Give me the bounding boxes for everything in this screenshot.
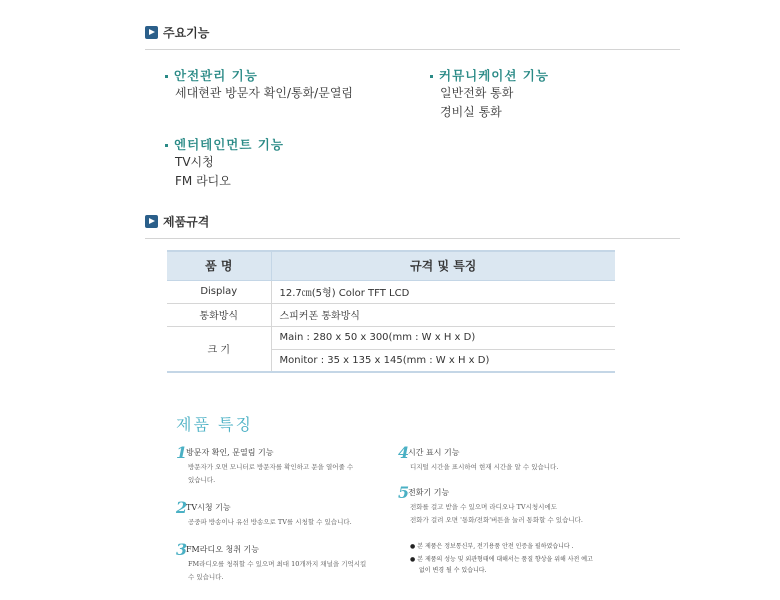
feature-number: 5 (398, 483, 410, 502)
spec-value: 12.7㎝(5형) Color TFT LCD (271, 280, 615, 303)
feature-desc: 디지털 시간을 표시하여 현재 시간을 알 수 있습니다. (410, 463, 559, 471)
table-row (167, 326, 615, 349)
feature-desc: 수 있습니다. (188, 573, 224, 581)
table-row (167, 303, 615, 326)
feature-communication (430, 66, 549, 122)
feature-number: 3 (176, 540, 188, 559)
spec-name: 크 기 (167, 326, 271, 372)
bullet-icon: ● (410, 556, 416, 563)
bullet-icon (430, 75, 433, 78)
note-text: 본 제품은 정보통신부, 전기용품 안전 인증을 필하였습니다 . (417, 543, 574, 550)
feature-safety (165, 66, 353, 103)
feature-number: 4 (398, 443, 410, 462)
spec-name: Display (167, 280, 271, 303)
note-item (410, 554, 593, 576)
bullet-icon (165, 144, 168, 147)
bullet-icon (165, 75, 168, 78)
feature-desc: FM라디오를 청취할 수 있으며 최대 10개까지 채널을 기억시킬 (188, 560, 367, 568)
feature-line: 일반전화 통화 (440, 86, 514, 100)
section-header-main-functions (145, 24, 680, 50)
feature-title: 커뮤니케이션 기능 (439, 68, 549, 83)
section-header-specs (145, 213, 680, 239)
section-title: 주요기능 (163, 26, 210, 40)
note-text: 없이 변경 될 수 있습니다. (419, 567, 487, 574)
table-row (167, 280, 615, 303)
arrow-right-icon (145, 26, 158, 39)
feature-line: TV시청 (175, 155, 214, 169)
feature-title: 엔터테인먼트 기능 (174, 137, 284, 152)
feature-number: 2 (176, 498, 188, 517)
spec-name: 통화방식 (167, 303, 271, 326)
product-features-heading: 제품 특징 (176, 415, 253, 434)
feature-desc: 전화를 걸고 받을 수 있으며 라디오나 TV시청시에도 (410, 503, 558, 511)
feature-line: 경비실 통화 (440, 105, 502, 119)
section-title: 제품규격 (163, 215, 210, 229)
column-header: 규격 및 특징 (271, 251, 615, 280)
feature-desc: 방문자가 오면 모니터로 방문자를 확인하고 문을 열어줄 수 (188, 463, 354, 471)
feature-title: 안전관리 기능 (174, 68, 258, 83)
spec-value: Main : 280 x 50 x 300(mm : W x H x D) (271, 326, 615, 349)
feature-line: 세대현관 방문자 확인/통화/문열림 (175, 86, 354, 100)
note-item (410, 541, 574, 552)
feature-entertainment (165, 135, 284, 191)
spec-table (167, 250, 615, 373)
feature-number: 1 (176, 443, 188, 462)
spec-value: Monitor : 35 x 135 x 145(mm : W x H x D) (271, 349, 615, 372)
feature-desc: 공중파 방송이나 유선 방송으로 TV를 시청할 수 있습니다. (188, 518, 352, 526)
note-text: 본 제품의 성능 및 외관형태에 대해서는 품질 향상을 위해 사전 예고 (417, 556, 593, 563)
bullet-icon: ● (410, 543, 416, 550)
column-header: 품 명 (167, 251, 271, 280)
feature-desc: 전화가 걸려 오면 '통화/전화'버튼을 눌러 통화할 수 있습니다. (410, 516, 583, 524)
arrow-right-icon (145, 215, 158, 228)
feature-desc: 있습니다. (188, 476, 216, 484)
feature-title: FM라디오 청취 기능 (186, 545, 259, 554)
feature-line: FM 라디오 (175, 174, 231, 188)
feature-title: TV시청 기능 (186, 503, 231, 512)
feature-title: 방문자 확인, 문열림 기능 (186, 448, 274, 457)
feature-title: 전화기 기능 (408, 488, 450, 497)
feature-title: 시간 표시 기능 (408, 448, 460, 457)
spec-value: 스피커폰 통화방식 (271, 303, 615, 326)
